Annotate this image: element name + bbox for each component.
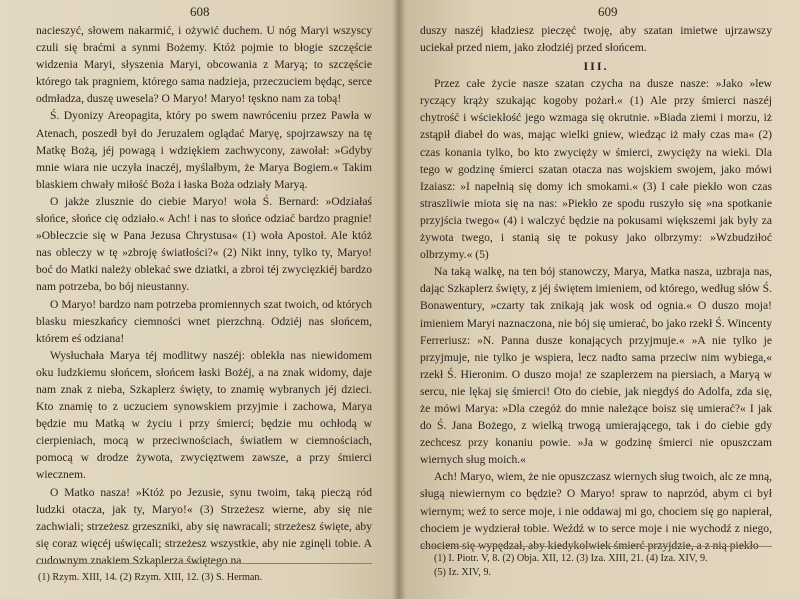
left-paragraph: O Matko nasza! »Któż po Jezusie, synu twoim, taką pieczą ród ludzki otacza, jak ty, Maryo!« (3) Strzeżesz wierne, aby się nie zachwiali; strzeżesz grzeszniki, aby się nawracali; strzeżesz święte, aby się coraz więcéj uświęcali; strzeżesz wszystkie, aby nie zginęli tobie. A cudownym znakiem Szkaplerza świętego na — [36, 485, 372, 567]
left-paragraph: Wysłuchała Marya téj modlitwy naszéj: oblekła nas niewidomem oku ludzkiemu słońcem, słońcem łaski Bożéj, a na znak widomy, daje nam znak z nieba, Szkaplerz święty, to znamię wybranych jéj dzieci. Kto znamię to z uczuciem synowskiem przyjmie i zachowa, Marya będzie mu Matką w życiu i przy śmierci; będzie mu ochłodą w cierpieniach, mocą w przeciwnościach, światłem w ciemnościach, pomocą w drodze żywota, zwycięztwem zawsze, a przy śmierci wiecznem. — [36, 348, 372, 482]
footnote-divider-left — [36, 563, 372, 564]
right-paragraph: Przez całe życie nasze szatan czycha na dusze nasze: »Jako »lew ryczący krąży szukając kogoby pożarł.« (1) Ale przy śmierci naszéj chytrość i wściekłość jego wzmaga się okrutnie. »Biada ziemi i morzu, iż zstąpił diabeł do was, mając wielki gniew, wiedząc iż mały czas ma« (2) czas konania tylko, bo kto zwycięży w śmierci, zwycięży na wieki. Dla tego w godzinę śmierci szatan otacza nas wojskiem swojem, jako mówi Izaiasz: »I napełnią się domy ich smokami.« (3) I całe piekło won czas straszliwie miota się na nas: »Piekło ze spodu ruszyło się »na spotkanie przyjścia twego« (4) i walczyć będzie na pokusami większemi jak były za żywota twego, i stanią się te pokusy jako olbrzymy: »Wzbudziłoć olbrzymy.« (5) — [420, 77, 772, 262]
right-paragraph: Ach! Maryo, wiem, że nie opuszczasz wiernych sług twoich, alc ze mną, sługą niewiernym co będzie? O Maryo! spraw to naprzód, abym ci był wiernym; weź to serce moje, i nie oddawaj mi go, chociem się go napierał, chociem je wydzierał tobie. Weźdź w to serce moje i nie wychodź z niego, chociem się wypędzał, aby kiedykolwiek śmierć przyjdzie, a z nią piekło — [420, 470, 772, 552]
book-gutter — [392, 0, 406, 599]
footnotes-left — [38, 571, 368, 585]
page-number-left: 608 — [190, 4, 210, 19]
left-page — [0, 0, 398, 599]
right-paragraph: Na taką walkę, na ten bój stanowczy, Marya, Matka nasza, uzbraja nas, dając Szkaplerz święty, z jéj świętem imieniem, od którego, według słów Ś. Bonawentury, »czarty tak znikają jak wosk od ognia.« O duszo moja! imieniem Maryi naznaczona, nie bój się umierać, bo jako rzekł Ś. Wincenty Ferreriusz: »N. Panna dusze konających przyjmuje.« »A nie tylko je przyjmuje, nie tylko je wspiera, lecz nadto sama przeciw nim wybiega,« rzekł Ś. Hieronim. O duszo moja! ze szaplerzem na piersiach, a Maryą w sercu, nie lękaj się śmierci! Oto do ciebie, jak niegdyś do Adolfa, zda się, że mówi Marya: »Dla czegóż do mnie należące boisz się umierać?« I jak do Ś. Jana Bożego, z wielką trwogą umierającego, tak i do ciebie gdy zechcesz przy konaniu powie. »Ja w godzinę śmierci nie opuszczam wiernych sług moich.« — [420, 265, 772, 467]
footnote-divider-right — [420, 546, 772, 547]
right-page-body — [420, 22, 772, 554]
footnote: (1) Rzym. XIII, 14. (2) Rzym. XIII, 12. (3) S. Herman. — [38, 572, 263, 583]
right-page — [398, 0, 800, 599]
left-paragraph: nacieszyć, słowem nakarmić, i ożywić duchem. U nóg Maryi wszyscy czuli się braćmi a synmi Bożemy. Któż pojmie to błogie szczęście widzenia Maryi, słyszenia Maryi, obcowania z Maryą; to szczęście którego tak pragniem, którego sama nadzieja, przeczuciem będąc, serce odmładza, duszę uwesela? O Maryo! Maryo! tęskno nam za tobą! — [36, 24, 372, 106]
footnote: (1) I. Piotr. V, 8. (2) Obja. XII, 12. (3) Iza. XIII, 21. (4) Iza. XIV, 9. — [434, 553, 708, 564]
right-paragraph: duszy naszéj kładziesz pieczęć twoję, aby szatan imietwe ujrzawszy uciekał przed niem, jako złodziéj przed słońcem. — [420, 24, 772, 55]
footnote: (5) Iz. XIV, 9. — [434, 567, 491, 578]
left-paragraph: O Maryo! bardzo nam potrzeba promiennych szat twoich, od których blasku mieszkańcy ciemności wnet pierzchną. Odziéj nas słońcem, którem eś odziana! — [36, 297, 372, 345]
page-number-right: 609 — [598, 4, 618, 19]
footnotes-right — [434, 552, 774, 580]
left-page-body — [36, 22, 372, 569]
left-paragraph: Ś. Dyonizy Areopagita, który po swem nawróceniu przez Pawła w Atenach, poszedł był do Jeruzalem oglądać Maryę, spojrzawszy na tę Matkę Bożą, jéj powagą i wdziękiem zachwycony, zawołał: »Gdyby mnie wiara nie uczyła inaczéj, myślałbym, że Marya Bogiem.« Takim blaskiem chwały miłość Boża i łaska Boża odziały Maryą. — [36, 109, 372, 191]
left-paragraph: O jakże zlusznie do ciebie Maryo! woła Ś. Bernard: »Odziałaś słońce, słońce cię odziało.« Ach! i nas to słońce odziać bardzo pragnie! »Obleczcie się w Pana Jezusa Chrystusa« (1) woła Apostoł. Ale któż nas obleczy w tę »zbroję światłości?« (2) Nikt inny, tylko ty, Maryo! boć do Matki należy oblekać swe dziatki, a zbroi téj zwycięzkiéj bardzo nam potrzeba, bo bój nieustanny. — [36, 194, 372, 294]
section-ornament: III. — [583, 59, 609, 74]
